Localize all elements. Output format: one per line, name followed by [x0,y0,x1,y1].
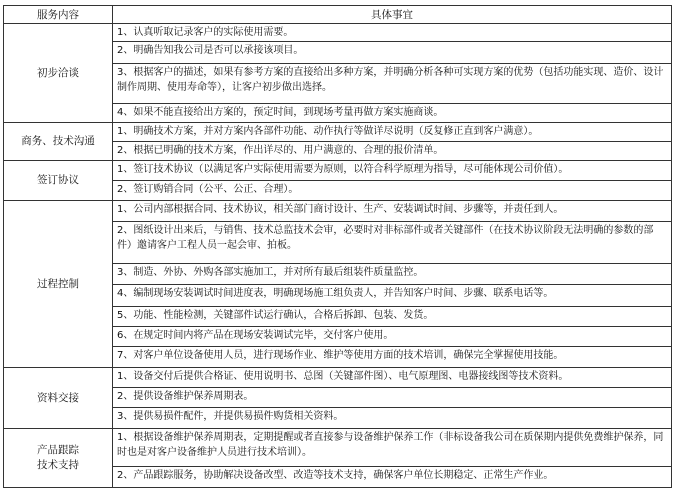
category-cell [4,201,113,368]
category-cell [4,429,113,488]
item-cell: 2、图纸设计出来后，与销售、技术总监技术会审，必要时对非标部件或者关键部件（在技术协议阶段无法明确的参数的部件）邀请客户工程人员一起会审、拍板。 [113,222,672,264]
table-row [4,201,672,222]
table-row [4,429,672,467]
service-table [3,5,672,488]
item-cell: 2、产品跟踪服务，协助解决设备改型、改造等技术支持，确保客户单位长期稳定、正常生产作业。 [113,467,672,488]
category-label: 过程控制 [37,277,79,290]
item-cell: 4、编制现场安装调试时间进度表，明确现场施工组负责人，并告知客户时间、步骤、联系电话等。 [113,285,672,307]
item-cell: 1、签订技术协议（以满足客户实际使用需要为原则，以符合科学原理为指导，尽可能体现公司价值）。 [113,161,672,181]
item-cell: 7、对客户单位设备使用人员，进行现场作业、维护等使用方面的技术培训，确保完全掌握使用技能。 [113,347,672,368]
category-label: 资料交接 [37,391,79,404]
item-cell: 2、提供设备维护保养周期表。 [113,388,672,408]
item-cell: 1、公司内部根据合同、技术协议，相关部门商讨设计、生产、安装调试时间、步骤等，并责任到人。 [113,201,672,222]
item-cell: 3、制造、外协、外购各部实施加工，并对所有最后组装件质量监控。 [113,264,672,285]
item-cell: 3、根据客户的描述，如果有参考方案的直接给出多种方案，并明确分析各种可实现方案的优势（包括功能实现、造价、设计制作周期、使用寿命等），让客户初步做出选择。 [113,64,672,104]
table-row [4,123,672,142]
item-cell: 2、明确告知我公司是否可以承接该项目。 [113,42,672,64]
item-cell: 3、提供易损件配件，并提供易损件购货相关资料。 [113,408,672,429]
header-service: 服务内容 [4,6,113,24]
table-row [4,24,672,42]
item-cell: 4、如果不能直接给出方案的，预定时间，到现场考量再做方案实施商谈。 [113,104,672,123]
item-cell: 1、认真听取记录客户的实际使用需要。 [113,24,672,42]
category-cell [4,161,113,201]
category-label-line1: 产品跟踪 [37,444,79,456]
item-cell: 6、在规定时间内将产品在现场安装调试完毕，交付客户使用。 [113,327,672,347]
item-cell: 5、功能、性能检测，关键部件试运行确认，合格后拆卸、包装、发货。 [113,307,672,327]
category-label-line2: 技术支持 [37,459,79,471]
item-cell: 2、签订购销合同（公平、公正、合理）。 [113,181,672,201]
table-row [4,161,672,181]
item-cell: 1、明确技术方案，并对方案内各部件功能、动作执行等做详尽说明（反复修正直到客户满意）。 [113,123,672,142]
header-details: 具体事宜 [113,6,672,24]
category-label: 商务、技术沟通 [21,135,95,147]
category-label: 签订协议 [37,174,79,186]
category-cell [4,368,113,429]
header-row [4,6,672,24]
category-label: 初步洽谈 [37,66,79,79]
item-cell: 1、设备交付后提供合格证、使用说明书、总图（关键部件图）、电气原理图、电器接线图等技术资料。 [113,368,672,388]
item-cell: 2、根据已明确的技术方案，作出详尽的、用户满意的、合理的报价清单。 [113,142,672,161]
table-row [4,368,672,388]
category-cell [4,123,113,161]
item-cell: 1、根据设备维护保养周期表，定期提醒或者直接参与设备维护保养工作（非标设备我公司在质保期内提供免费维护保养，同时也是对客户设备维护人员进行技术培训）。 [113,429,672,467]
category-cell [4,24,113,123]
